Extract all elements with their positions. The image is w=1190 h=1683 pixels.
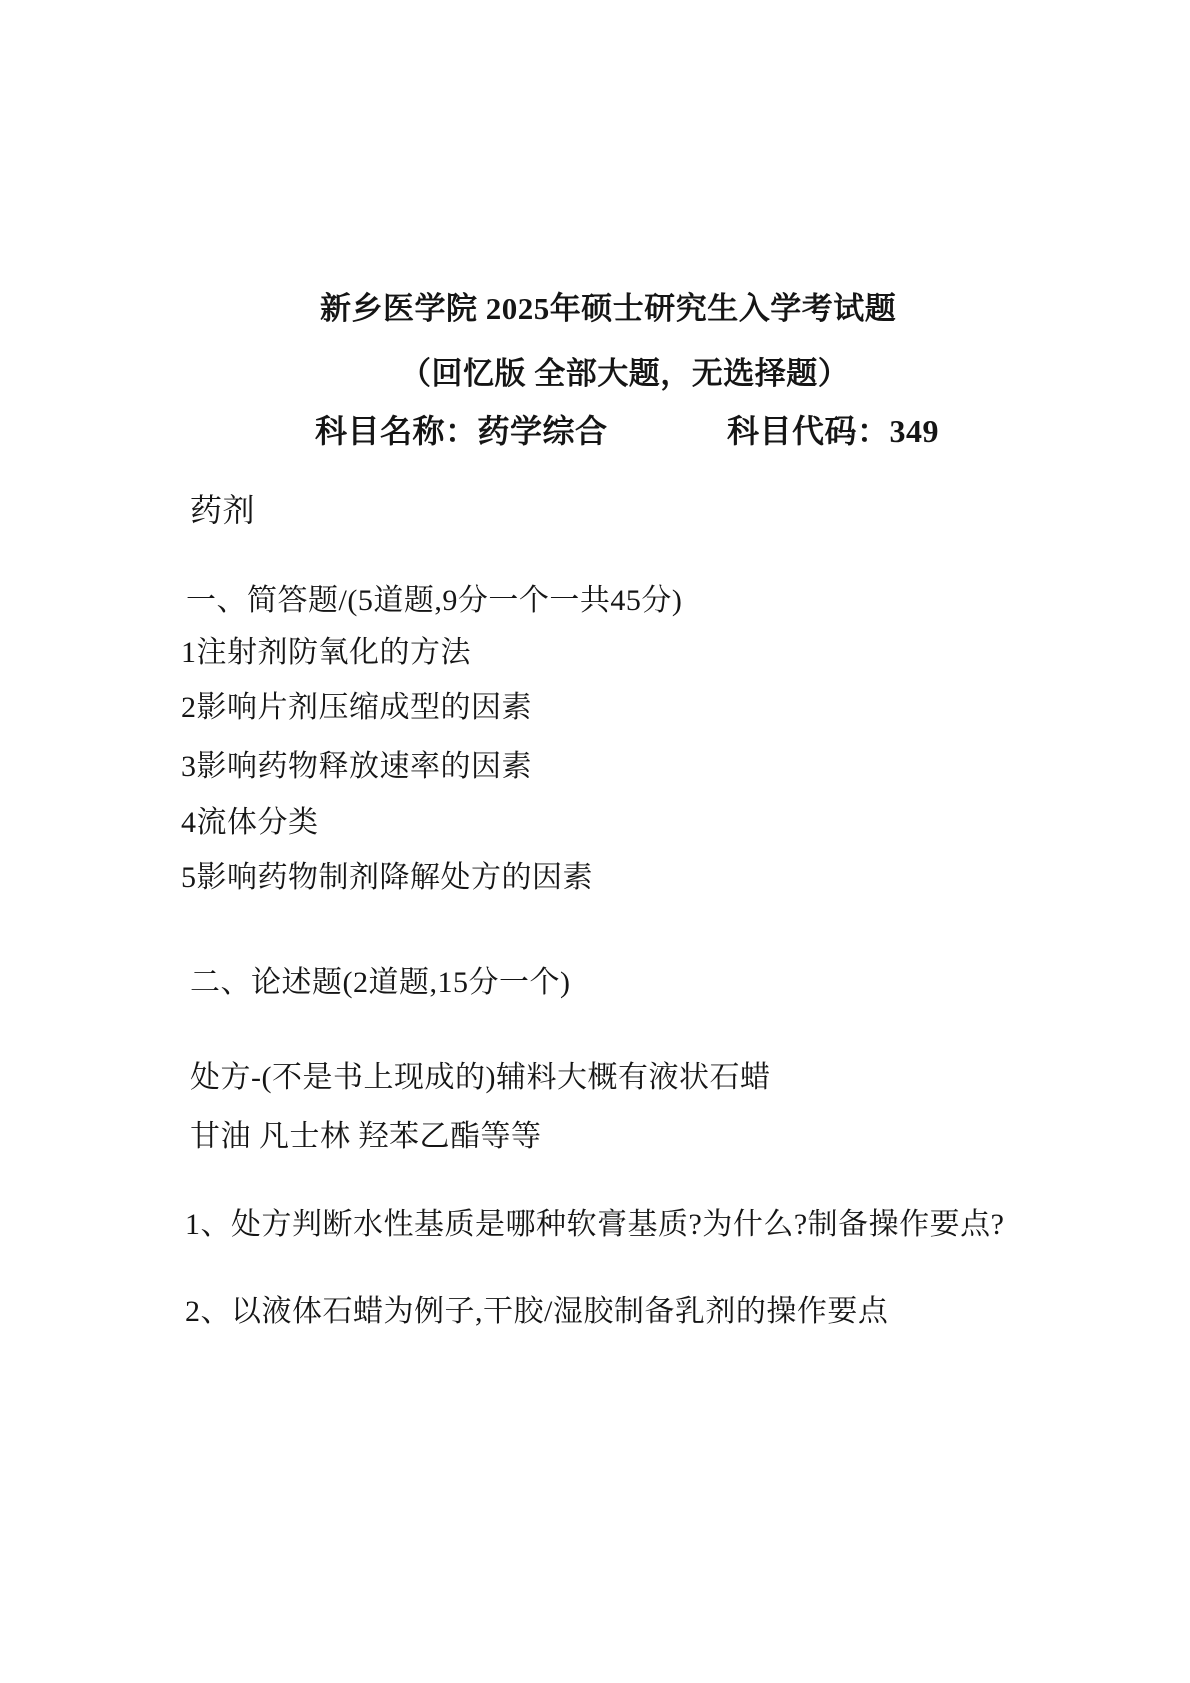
exam-subtitle: （回忆版 全部大题，无选择题） (400, 356, 850, 391)
part1-item-2: 2影响片剂压缩成型的因素 (181, 691, 532, 724)
part1-item-3: 3影响药物释放速率的因素 (181, 750, 532, 783)
exam-title: 新乡医学院 2025年硕士研究生入学考试题 (320, 291, 897, 326)
part2-question-1: 1、处方判断水性基质是哪种软膏基质?为什么?制备操作要点? (185, 1208, 1005, 1241)
part2-prescription-line-2: 甘油 凡士林 羟苯乙酯等等 (190, 1120, 542, 1153)
part2-question-2: 2、以液体石蜡为例子,干胶/湿胶制备乳剂的操作要点 (185, 1295, 889, 1328)
part1-item-1: 1注射剂防氧化的方法 (181, 636, 471, 669)
part1-item-5: 5影响药物制剂降解处方的因素 (181, 861, 593, 894)
subject-name: 科目名称：药学综合 (315, 413, 608, 449)
subject-code: 科目代码：349 (727, 413, 940, 449)
section-label: 药剂 (190, 492, 256, 528)
part2-prescription-line-1: 处方-(不是书上现成的)辅料大概有液状石蜡 (190, 1061, 771, 1094)
part2-heading: 二、论述题(2道题,15分一个) (190, 966, 571, 999)
part1-heading: 一、简答题/(5道题,9分一个一共45分) (186, 584, 683, 617)
part1-item-4: 4流体分类 (181, 806, 319, 839)
